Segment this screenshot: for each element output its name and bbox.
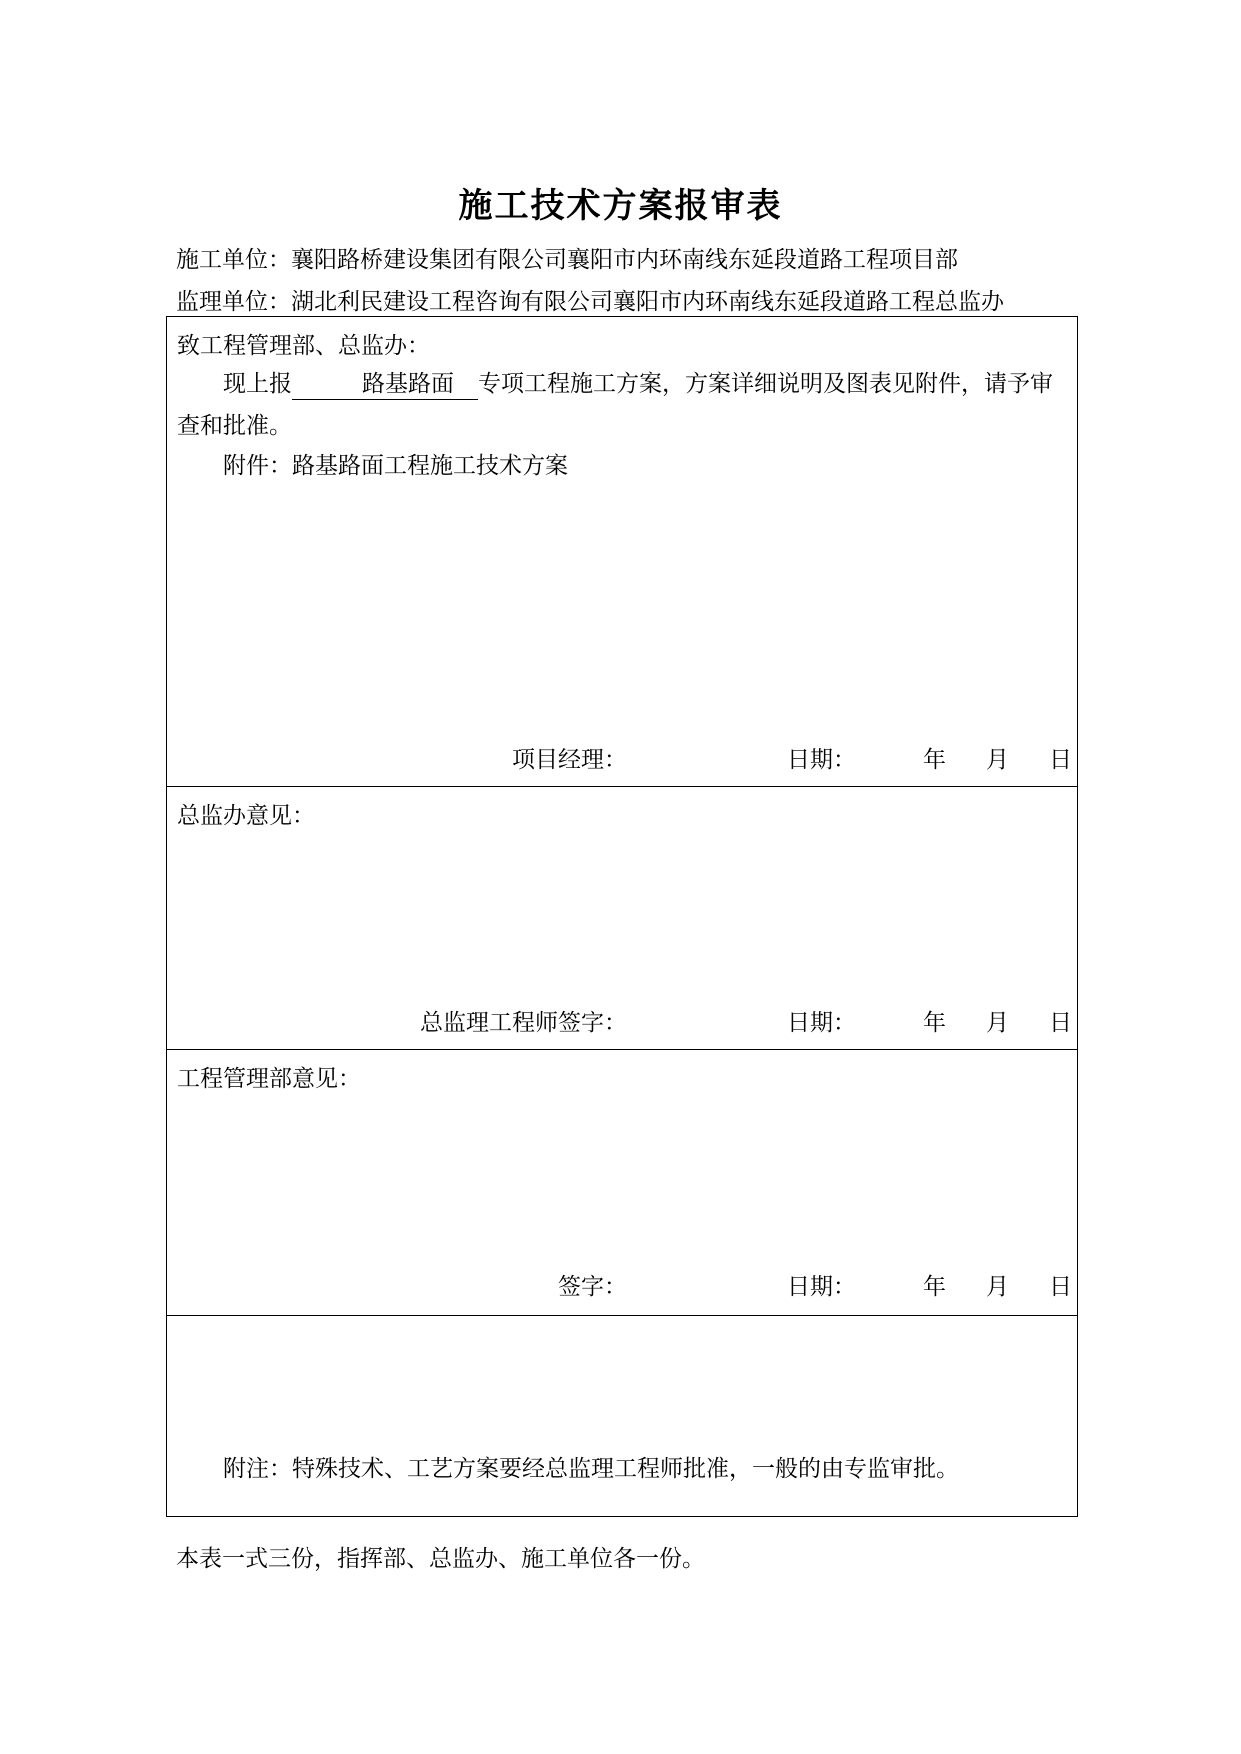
date-label: 日期： [787,1274,856,1300]
project-name-field[interactable]: 路基路面 [292,369,478,400]
supervision-opinion-heading: 总监办意见： [177,803,315,829]
chief-engineer-signature-label: 总监理工程师签字： [420,1010,627,1036]
month-label: 月 [986,1010,1009,1036]
year-label: 年 [923,747,946,773]
year-label: 年 [923,1010,946,1036]
footer-note: 本表一式三份，指挥部、总监办、施工单位各一份。 [176,1546,705,1572]
report-suffix: 专项工程施工方案，方案详细说明及图表见附件，请予审查和批准。 [177,371,1053,439]
note-text: 附注：特殊技术、工艺方案要经总监理工程师批准，一般的由专监审批。 [223,1456,959,1482]
approval-table [166,316,1078,1517]
signature-label: 签字： [558,1274,627,1300]
management-opinion-section [167,1050,1077,1316]
report-paragraph [177,363,1067,447]
day-label: 日 [1049,1010,1072,1036]
page-title: 施工技术方案报审表 [458,186,783,226]
month-label: 月 [986,747,1009,773]
day-label: 日 [1049,747,1072,773]
attachment-line: 附件：路基路面工程施工技术方案 [223,453,568,479]
year-label: 年 [923,1274,946,1300]
management-opinion-heading: 工程管理部意见： [177,1066,361,1092]
month-label: 月 [986,1274,1009,1300]
supervision-opinion-section [167,787,1077,1050]
supervision-unit: 监理单位：湖北利民建设工程咨询有限公司襄阳市内环南线东延段道路工程总监办 [176,289,1004,315]
construction-unit: 施工单位：襄阳路桥建设集团有限公司襄阳市内环南线东延段道路工程项目部 [176,247,958,273]
note-section [167,1316,1077,1516]
report-prefix: 现上报 [223,371,292,397]
day-label: 日 [1049,1274,1072,1300]
submission-section [167,317,1077,787]
project-manager-label: 项目经理： [512,747,627,773]
salutation: 致工程管理部、总监办： [177,333,430,359]
date-label: 日期： [787,747,856,773]
date-label: 日期： [787,1010,856,1036]
